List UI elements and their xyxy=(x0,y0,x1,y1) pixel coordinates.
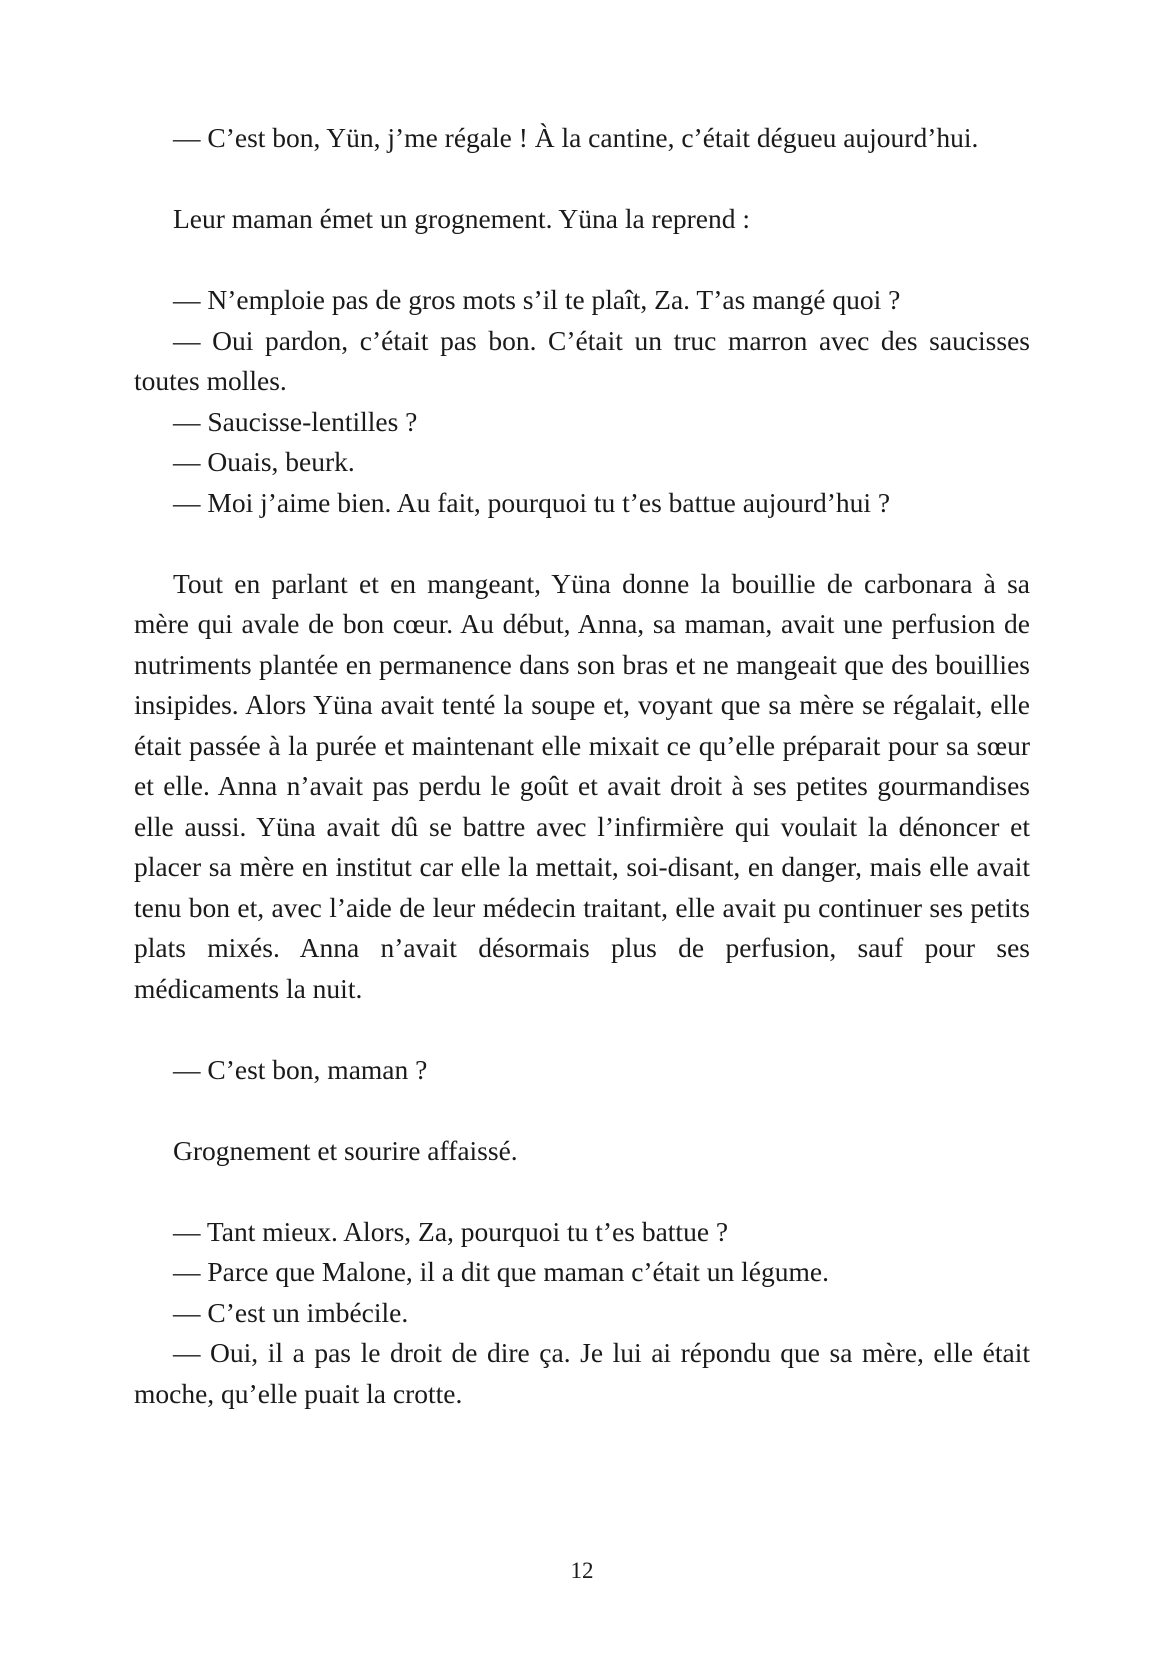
narration-paragraph: Leur maman émet un grognement. Yüna la reprend : xyxy=(173,203,751,234)
dialogue-line: — C’est bon, maman ? xyxy=(173,1053,428,1085)
dialogue-line: — C’est un imbécile. xyxy=(173,1296,409,1328)
narration-paragraph: Tout en parlant et en mangeant, Yüna donne la bouillie de carbonara à sa mère qui avale de bon cœur. Au début, Anna, sa maman, avait une perfusion de nutriments plantée en permanence dans son bras et ne mangeait que des bouillies insipides. Alors Yüna avait tenté la soupe et, voyant que sa mère se régalait, elle était passée à la purée et maintenant elle mixait ce qu’elle préparait pour sa sœur et elle. Anna n’avait pas perdu le goût et avait droit à ses petites gourmandises elle aussi. Yüna avait dû se battre avec l’infirmière qui voulait la dénoncer et placer sa mère en institut car elle la mettait, soi-disant, en danger, mais elle avait tenu bon et, avec l’aide de leur médecin traitant, elle avait pu continuer ses petits plats mixés. Anna n’avait désormais plus de perfusion, sauf pour ses médicaments la nuit. xyxy=(134,567,1030,1004)
dialogue-line: — Oui, il a pas le droit de dire ça. Je lui ai répondu que sa mère, elle était moche, qu’elle puait la crotte. xyxy=(134,1337,1030,1409)
dialogue-line: — Parce que Malone, il a dit que maman c’était un légume. xyxy=(173,1256,829,1287)
dialogue-line: — C’est bon, Yün, j’me régale ! À la cantine, c’était dégueu aujourd’hui. xyxy=(173,122,979,153)
page-number: 12 xyxy=(570,1558,594,1583)
dialogue-line: — Tant mieux. Alors, Za, pourquoi tu t’es battue ? xyxy=(173,1215,729,1247)
dialogue-line: — Ouais, beurk. xyxy=(173,446,355,477)
narration-paragraph: Grognement et sourire affaissé. xyxy=(173,1134,518,1166)
dialogue-line: — N’emploie pas de gros mots s’il te plaît, Za. T’as mangé quoi ? xyxy=(173,284,901,315)
page-body xyxy=(134,118,1030,1414)
dialogue-line: — Moi j’aime bien. Au fait, pourquoi tu t’es battue aujourd’hui ? xyxy=(173,486,891,518)
dialogue-line: — Oui pardon, c’était pas bon. C’était un truc marron avec des saucisses toutes molles. xyxy=(134,324,1030,396)
dialogue-line: — Saucisse-lentilles ? xyxy=(173,405,418,437)
